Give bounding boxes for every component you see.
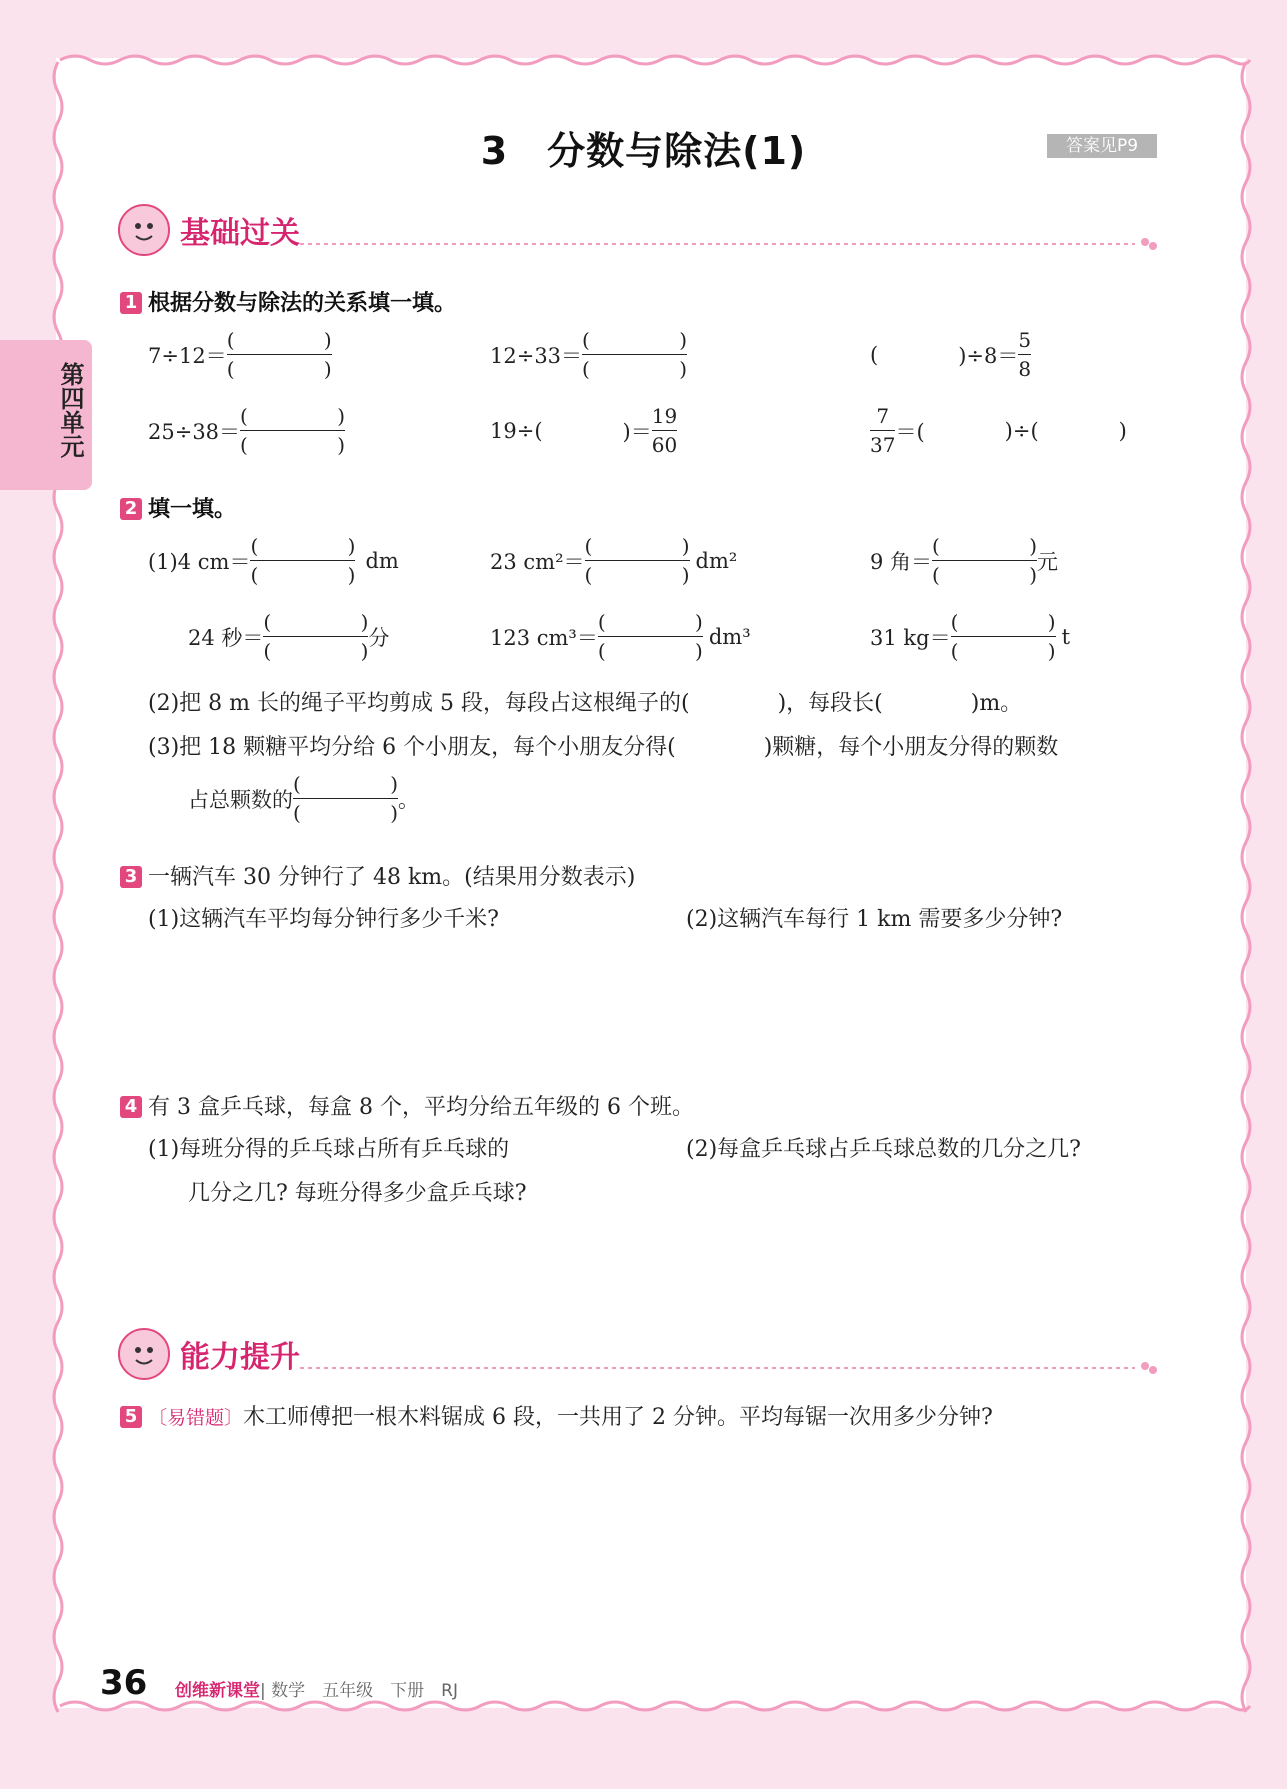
blank-fraction[interactable]: ( ) ( )	[584, 534, 690, 587]
q1-r1c2	[490, 328, 687, 381]
q1-text: 根据分数与除法的关系填一填。	[148, 291, 457, 316]
q1-r1c3	[870, 328, 1031, 381]
q2-number: 2	[120, 498, 142, 520]
q4-sub1a: (1)每班分得的乒乓球占所有乒乓球的	[148, 1137, 510, 1162]
expr-text: 23 cm²＝	[490, 549, 585, 574]
q1-r2c1	[148, 404, 345, 457]
expr-text: 123 cm³＝	[490, 625, 598, 650]
mascot-icon	[116, 1326, 172, 1382]
unit-text: 元	[1037, 549, 1059, 574]
q1-number: 1	[120, 292, 142, 314]
q3-sub1: (1)这辆汽车平均每分钟行多少千米?	[148, 907, 499, 932]
blank-fraction[interactable]: ( ) ( )	[582, 328, 688, 381]
blank-fraction[interactable]: ( ) ( )	[293, 772, 398, 825]
q1-r2c3	[870, 404, 1127, 457]
footer-brand: 创维新课堂	[175, 1681, 260, 1701]
q5-tag: 〔易错题〕	[148, 1407, 244, 1429]
expr-text: ＝(	[895, 419, 925, 444]
expr-text: )	[1118, 418, 1127, 443]
unit-side-tab	[0, 340, 92, 490]
section-divider	[300, 236, 1160, 252]
q2-text: 填一填。	[148, 497, 237, 522]
expr-text: 7÷12＝	[148, 343, 227, 368]
q2-b3	[870, 610, 1070, 663]
page-number: 36	[100, 1663, 148, 1703]
expr-text: 12÷33＝	[490, 343, 583, 368]
q3-number: 3	[120, 866, 142, 888]
q2-part2: (2)把 8 m 长的绳子平均剪成 5 段，每段占这根绳子的( )，每段长( )m。	[148, 691, 1023, 716]
expr-text: 。	[398, 787, 419, 812]
footer-meta: | 数学 五年级 下册 RJ	[260, 1681, 458, 1701]
expr-text: )÷8＝	[958, 343, 1019, 368]
q4-heading	[120, 1090, 694, 1121]
q3-heading	[120, 860, 635, 891]
q1-heading	[120, 286, 456, 317]
expr-text: )÷(	[1004, 418, 1039, 443]
fraction: $\frac{19}{60}$	[651, 404, 678, 457]
q1-r1c1	[148, 328, 332, 381]
q1-r2c2	[490, 404, 677, 457]
expr-text: 25÷38＝	[148, 419, 241, 444]
expr-text: 19÷(	[490, 418, 543, 443]
blank-fraction[interactable]: ( ) ( )	[263, 610, 369, 663]
blank-fraction[interactable]: ( ) ( )	[226, 328, 332, 381]
q3-text: 一辆汽车 30 分钟行了 48 km。(结果用分数表示)	[148, 865, 636, 890]
blank-fraction[interactable]: ( ) ( )	[932, 534, 1038, 587]
expr-text: 31 kg＝	[870, 625, 951, 650]
blank-fraction[interactable]: ( ) ( )	[250, 534, 356, 587]
q2-b1	[188, 610, 389, 663]
q2-a3	[870, 534, 1058, 587]
expr-text: 占总颗数的	[188, 787, 293, 812]
expr-text: 24 秒＝	[188, 625, 264, 650]
q4-text: 有 3 盒乒乓球，每盒 8 个，平均分给五年级的 6 个班。	[148, 1095, 694, 1120]
section-divider	[300, 1360, 1160, 1376]
fraction: $\frac{7}{37}$	[870, 404, 896, 457]
page-title: 3 分数与除法(1)	[480, 129, 807, 173]
q2-b2	[490, 610, 751, 663]
unit-text: t	[1061, 624, 1071, 649]
fraction: $\frac{5}{8}$	[1018, 328, 1032, 381]
footer-info	[175, 1676, 458, 1701]
expr-text: 9 角＝	[870, 549, 933, 574]
q2-a1	[148, 534, 399, 587]
q4-number: 4	[120, 1096, 142, 1118]
answer-reference: 答案见P9	[1047, 134, 1157, 158]
q5-number: 5	[120, 1406, 142, 1428]
section-basic-title: 基础过关	[180, 216, 300, 251]
unit-label: 第四单元	[56, 362, 84, 458]
q2-part3-line2	[188, 772, 419, 825]
blank-fraction[interactable]: ( ) ( )	[950, 610, 1056, 663]
q4-sub1b: 几分之几? 每班分得多少盒乒乓球?	[188, 1181, 527, 1206]
unit-text: dm²	[695, 548, 738, 573]
expr-text: (1)4 cm＝	[148, 549, 251, 574]
expr-text: (	[870, 342, 879, 367]
q4-sub2: (2)每盒乒乓球占乒乓球总数的几分之几?	[686, 1137, 1081, 1162]
q2-part3: (3)把 18 颗糖平均分给 6 个小朋友，每个小朋友分得( )颗糖，每个小朋友分得的颗数	[148, 735, 1059, 760]
q5-text: 木工师傅把一根木料锯成 6 段，一共用了 2 分钟。平均每锯一次用多少分钟?	[243, 1405, 993, 1430]
blank-fraction[interactable]: ( ) ( )	[240, 404, 346, 457]
unit-text: 分	[368, 625, 390, 650]
blank-fraction[interactable]: ( ) ( )	[597, 610, 703, 663]
q5-heading	[120, 1400, 993, 1431]
section-advanced-title: 能力提升	[180, 1340, 300, 1375]
q3-sub2: (2)这辆汽车每行 1 km 需要多少分钟?	[686, 907, 1063, 932]
q2-a2	[490, 534, 737, 587]
mascot-icon	[116, 202, 172, 258]
unit-text: dm	[365, 548, 399, 573]
expr-text: )＝	[622, 419, 652, 444]
unit-text: dm³	[708, 624, 751, 649]
q2-heading	[120, 492, 236, 523]
